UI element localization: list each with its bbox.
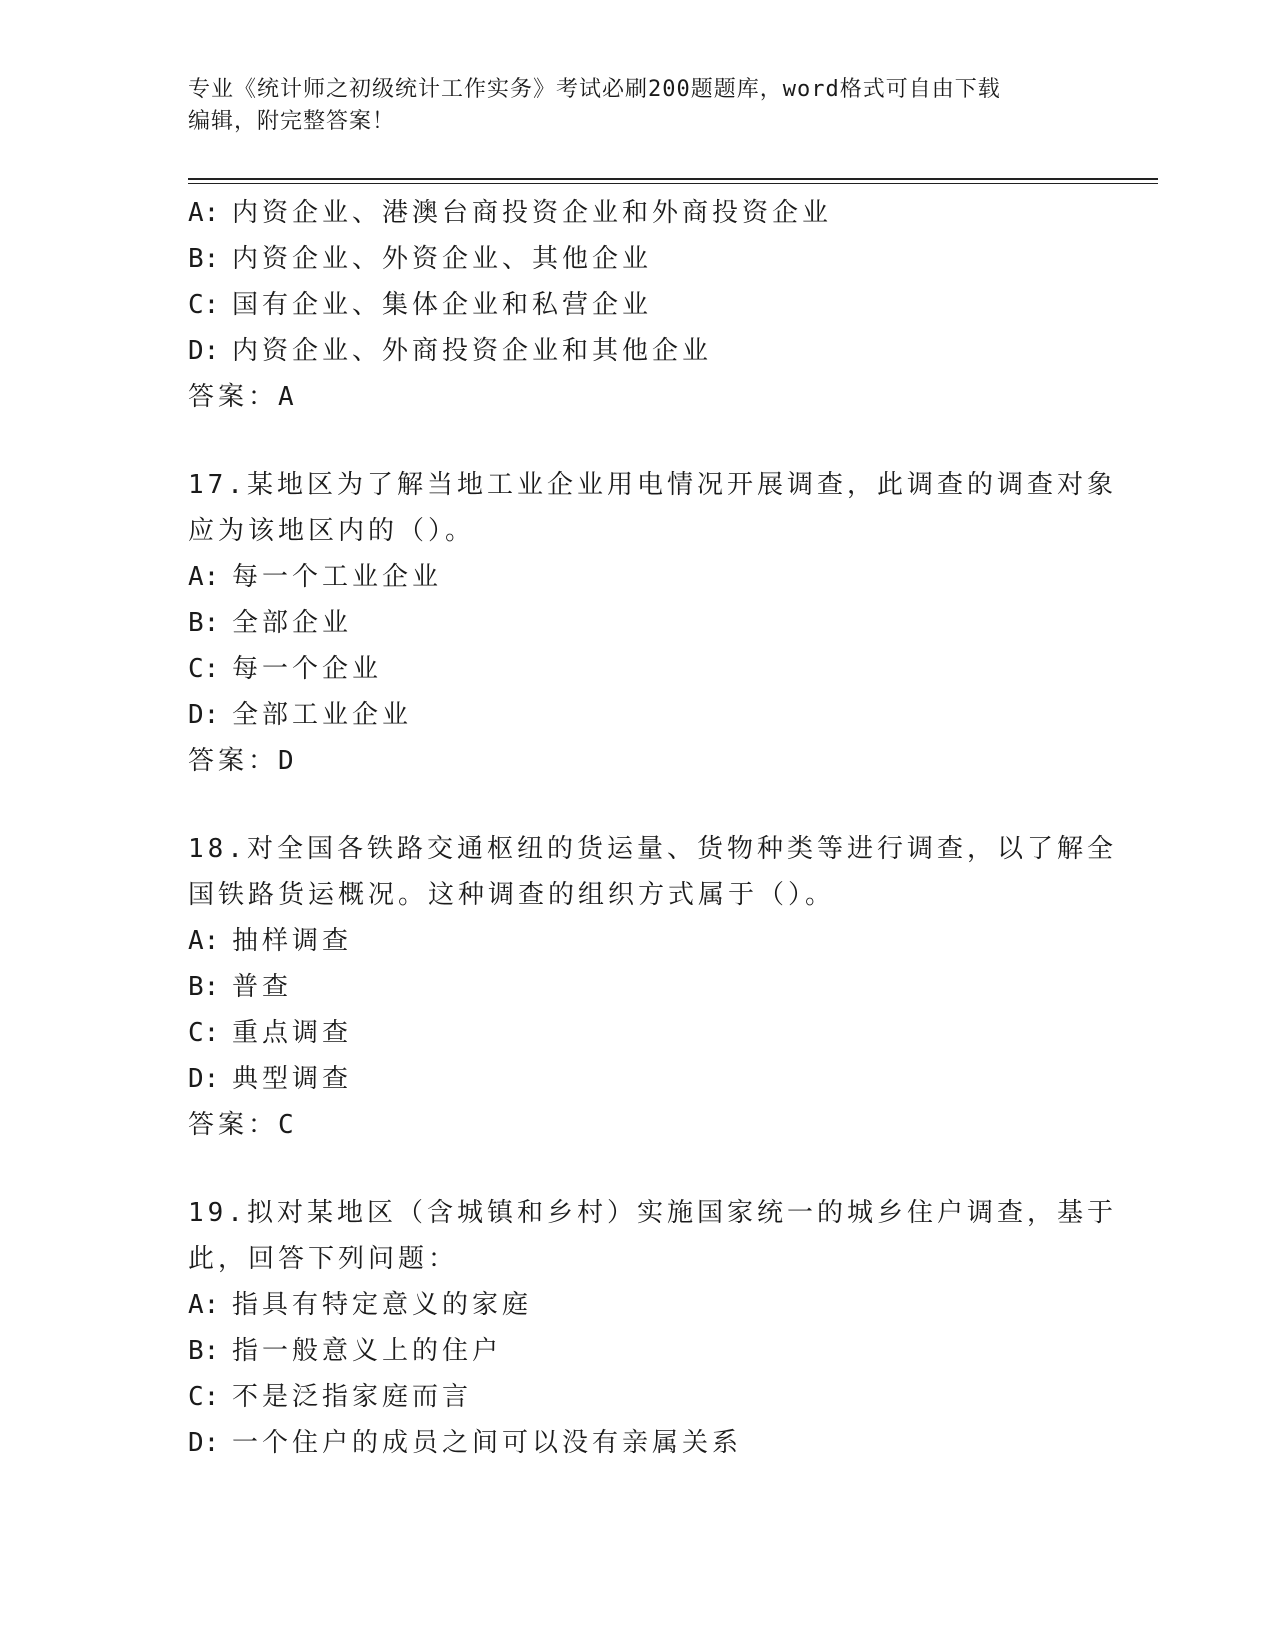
option-letter: B: <box>188 244 220 274</box>
option-text: 指一般意义上的住户 <box>232 1336 503 1366</box>
option-letter: A: <box>188 926 220 956</box>
question-stem-line-1: 17.某地区为了解当地工业企业用电情况开展调查，此调查的调查对象 <box>188 470 1117 500</box>
option-text: 每一个工业企业 <box>232 562 443 592</box>
option-b <box>188 600 1088 646</box>
option-letter: D: <box>188 1064 220 1094</box>
header-line-2: 编辑，附完整答案！ <box>188 109 396 134</box>
option-a <box>188 918 1088 964</box>
option-d <box>188 692 1088 738</box>
option-d <box>188 1420 1088 1466</box>
option-letter: C: <box>188 1382 220 1412</box>
answer-line: 答案：A <box>188 382 298 412</box>
option-b <box>188 1328 1088 1374</box>
option-c <box>188 282 1088 328</box>
option-c <box>188 646 1088 692</box>
question-17 <box>188 462 1117 784</box>
question-19 <box>188 1190 1117 1466</box>
option-text: 重点调查 <box>232 1018 353 1048</box>
question-stem-line-2: 国铁路货运概况。这种调查的组织方式属于（）。 <box>188 880 836 910</box>
option-text: 国有企业、集体企业和私营企业 <box>232 290 653 320</box>
option-text: 不是泛指家庭而言 <box>232 1382 473 1412</box>
option-text: 一个住户的成员之间可以没有亲属关系 <box>232 1428 743 1458</box>
option-letter: C: <box>188 654 220 684</box>
option-text: 全部工业企业 <box>232 700 413 730</box>
question-content <box>188 190 1117 1466</box>
option-text: 典型调查 <box>232 1064 353 1094</box>
option-letter: B: <box>188 608 220 638</box>
option-letter: D: <box>188 336 220 366</box>
option-c <box>188 1010 1088 1056</box>
question-stem-line-2: 应为该地区内的（）。 <box>188 516 476 546</box>
option-letter: D: <box>188 700 220 730</box>
option-text: 内资企业、外商投资企业和其他企业 <box>232 336 713 366</box>
option-c <box>188 1374 1088 1420</box>
option-text: 内资企业、港澳台商投资企业和外商投资企业 <box>232 198 833 228</box>
option-b <box>188 236 1088 282</box>
document-header <box>188 74 1088 138</box>
option-a <box>188 190 1088 236</box>
question-16-options <box>188 190 1088 420</box>
option-text: 内资企业、外资企业、其他企业 <box>232 244 653 274</box>
option-text: 普查 <box>232 972 293 1002</box>
answer-line: 答案：D <box>188 746 298 776</box>
option-text: 每一个企业 <box>232 654 383 684</box>
question-stem-line-2: 此，回答下列问题： <box>188 1244 459 1274</box>
header-divider <box>188 178 1158 184</box>
option-a <box>188 1282 1088 1328</box>
option-letter: A: <box>188 1290 220 1320</box>
question-stem-line-1: 18.对全国各铁路交通枢纽的货运量、货物种类等进行调查，以了解全 <box>188 834 1117 864</box>
header-line-1: 专业《统计师之初级统计工作实务》考试必刷200题题库，word格式可自由下载 <box>188 77 1001 102</box>
option-letter: A: <box>188 562 220 592</box>
option-letter: A: <box>188 198 220 228</box>
option-d <box>188 1056 1088 1102</box>
option-letter: B: <box>188 972 220 1002</box>
option-letter: B: <box>188 1336 220 1366</box>
option-a <box>188 554 1088 600</box>
option-letter: C: <box>188 290 220 320</box>
option-text: 全部企业 <box>232 608 353 638</box>
option-text: 抽样调查 <box>232 926 353 956</box>
spacer <box>188 1148 1088 1190</box>
answer-line: 答案：C <box>188 1110 298 1140</box>
spacer <box>188 420 1088 462</box>
option-b <box>188 964 1088 1010</box>
spacer <box>188 784 1088 826</box>
question-18 <box>188 826 1117 1148</box>
option-d <box>188 328 1088 374</box>
option-letter: C: <box>188 1018 220 1048</box>
option-text: 指具有特定意义的家庭 <box>232 1290 533 1320</box>
question-stem-line-1: 19.拟对某地区（含城镇和乡村）实施国家统一的城乡住户调查，基于 <box>188 1198 1117 1228</box>
option-letter: D: <box>188 1428 220 1458</box>
